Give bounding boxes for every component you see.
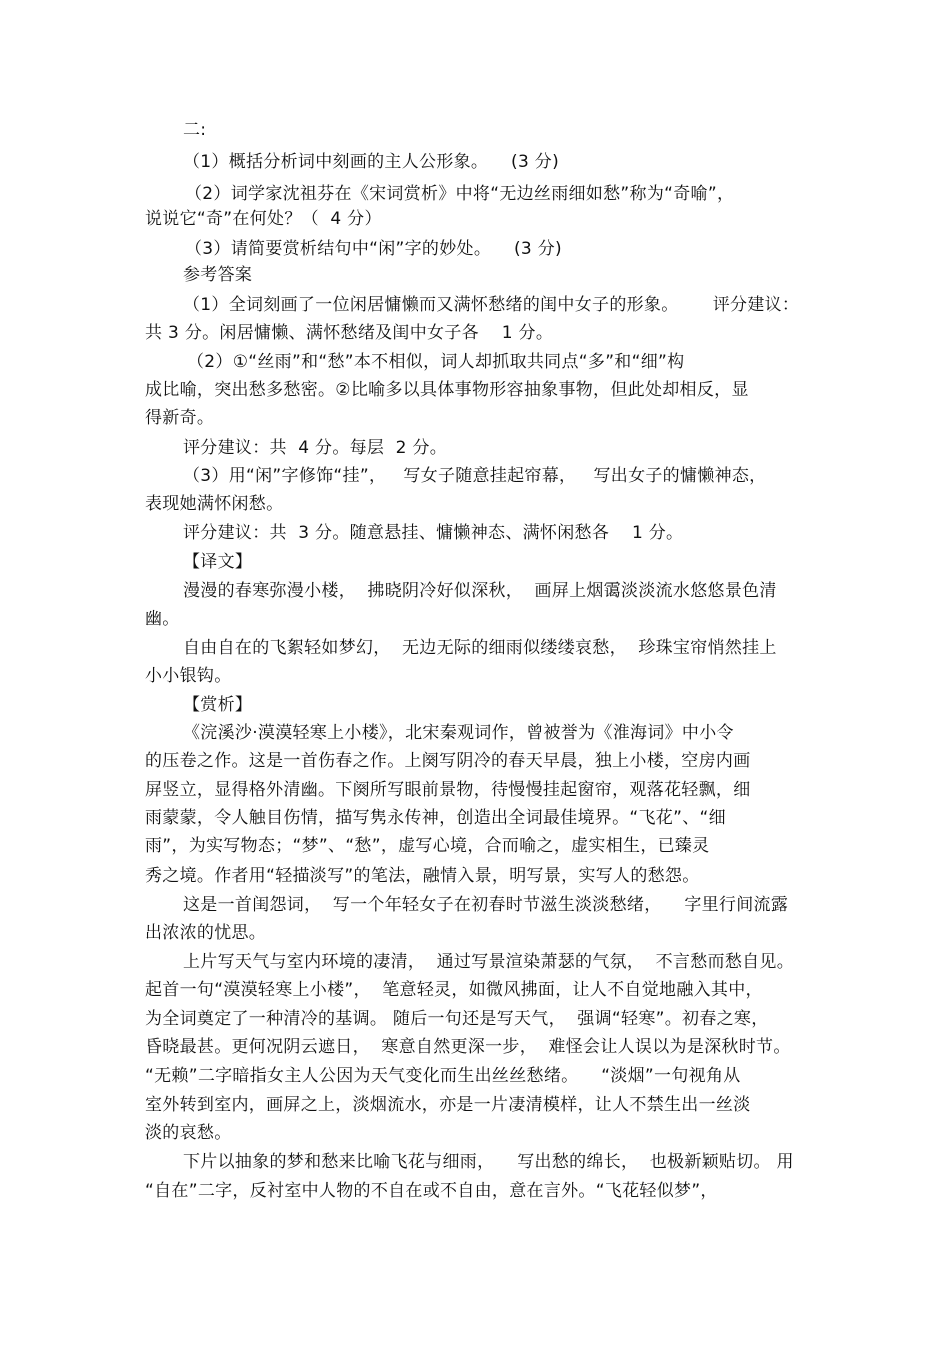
translation-line-1: 漫漫的春寒弥漫小楼， 拂晓阴冷好似深秋， 画屏上烟霭淡淡流水悠悠景色清	[183, 581, 777, 601]
appreciation-p3-line-2: 起首一句“漠漠轻寒上小楼”， 笔意轻灵，如微风拂面，让人不自觉地融入其中，	[145, 980, 763, 1000]
appreciation-p1-line-5: 雨”，为实写物态；“梦”、“愁”，虚写心境，合而喻之，虚实相生，已臻灵	[145, 836, 710, 856]
appreciation-p3-line-7: 淡的哀愁。	[145, 1123, 232, 1143]
appreciation-p3-line-4: 昏晓最甚。更何况阴云遮日， 寒意自然更深一步， 难怪会让人误以为是深秋时节。	[145, 1037, 791, 1057]
appreciation-p2-line-2: 出浓浓的忧思。	[145, 923, 267, 943]
answer-3-line-1: （3）用“闲”字修饰“挂”， 写女子随意挂起帘幕， 写出女子的慵懒神态，	[183, 466, 767, 486]
appreciation-p1-line-3: 屏竖立，显得格外清幽。下阕所写眼前景物，待慢慢挂起窗帘，观落花轻飘，细	[145, 780, 751, 800]
translation-line-4: 小小银钩。	[145, 666, 232, 686]
answer-2-line-3: 得新奇。	[145, 408, 215, 428]
translation-heading: 【译文】	[183, 552, 253, 572]
scoring-3: 评分建议：共 3 分。随意悬挂、慵懒神态、满怀闲愁各 1 分。	[183, 523, 684, 543]
appreciation-p3-line-3: 为全词奠定了一种清冷的基调。 随后一句还是写天气， 强调“轻寒”。初春之寒，	[145, 1009, 769, 1029]
appreciation-p1-line-6: 秀之境。作者用“轻描淡写”的笔法，融情入景，明写景，实写人的愁怨。	[145, 866, 700, 886]
appreciation-p2-line-1: 这是一首闺怨词， 写一个年轻女子在初春时节滋生淡淡愁绪， 字里行间流露	[183, 895, 789, 915]
answer-2-line-2: 成比喻，突出愁多愁密。②比喻多以具体事物形容抽象事物，但此处却相反，显	[145, 380, 749, 400]
appreciation-p1-line-1: 《浣溪沙·漠漠轻寒上小楼》，北宋秦观词作，曾被誉为《淮海词》中小令	[183, 723, 734, 743]
appreciation-heading: 【赏析】	[183, 695, 253, 715]
question-3: （3）请简要赏析结句中“闲”字的妙处。 (3 分)	[185, 239, 562, 259]
appreciation-p1-line-2: 的压卷之作。这是一首伤春之作。上阕写阴冷的春天早晨，独上小楼，空房内画	[145, 751, 751, 771]
answer-heading: 参考答案	[183, 265, 253, 285]
answer-2-line-1: （2）①“丝雨”和“愁”本不相似，词人却抓取共同点“多”和“细”构	[187, 352, 685, 372]
translation-line-2: 幽。	[145, 609, 180, 629]
question-2-line-2: 说说它“奇”在何处？（ 4 分）	[145, 209, 382, 229]
question-2-line-1: （2）词学家沈祖芬在《宋词赏析》中将“无边丝雨细如愁”称为“奇喻”，	[185, 184, 735, 204]
section-heading: 二:	[183, 120, 207, 140]
appreciation-p4-line-2: “自在”二字，反衬室中人物的不自在或不自由，意在言外。“飞花轻似梦”，	[145, 1181, 718, 1201]
appreciation-p3-line-6: 室外转到室内，画屏之上，淡烟流水，亦是一片凄清模样，让人不禁生出一丝淡	[145, 1095, 751, 1115]
appreciation-p4-line-1: 下片以抽象的梦和愁来比喻飞花与细雨， 写出愁的绵长， 也极新颖贴切。 用	[183, 1152, 794, 1172]
appreciation-p3-line-5: “无赖”二字暗指女主人公因为天气变化而生出丝丝愁绪。 “淡烟”一句视角从	[145, 1066, 741, 1086]
question-1: （1）概括分析词中刻画的主人公形象。 (3 分)	[183, 152, 560, 172]
appreciation-p3-line-1: 上片写天气与室内环境的凄清， 通过写景渲染萧瑟的气氛， 不言愁而愁自见。	[183, 952, 795, 972]
translation-line-3: 自由自在的飞絮轻如梦幻， 无边无际的细雨似缕缕哀愁， 珍珠宝帘悄然挂上	[183, 638, 777, 658]
answer-1-line-2: 共 3 分。闲居慵懒、满怀愁绪及闺中女子各 1 分。	[145, 323, 554, 343]
answer-1-line-1: （1）全词刻画了一位闲居慵懒而又满怀愁绪的闺中女子的形象。 评分建议：	[183, 295, 800, 315]
answer-3-line-2: 表现她满怀闲愁。	[145, 494, 284, 514]
scoring-2: 评分建议：共 4 分。每层 2 分。	[183, 438, 448, 458]
appreciation-p1-line-4: 雨蒙蒙，令人触目伤情，描写隽永传神，创造出全词最佳境界。“飞花”、“细	[145, 808, 726, 828]
